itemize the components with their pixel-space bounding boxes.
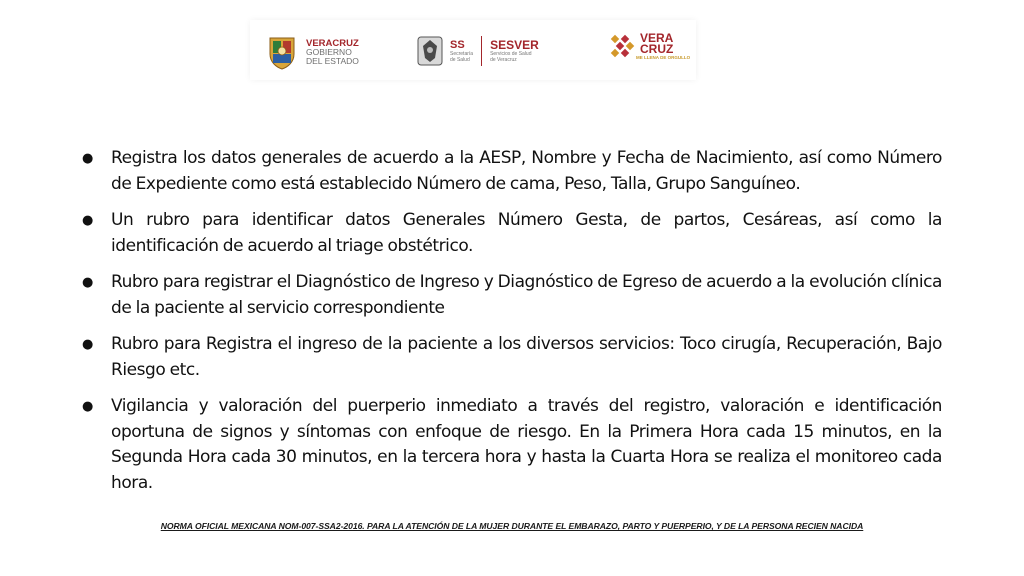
veracruz-logo-line3: DEL ESTADO	[306, 55, 359, 66]
sesver-title: SESVER	[490, 38, 539, 52]
bullet-icon: ●	[82, 213, 93, 228]
footer-norm-reference: NORMA OFICIAL MEXICANA NOM-007-SSA2-2016. PARA LA ATENCIÓN DE LA MUJER DURANTE EL EMBARAZO, PARTO Y PUERPERIO, Y DE LA PERSONA RECIEN NACIDA	[160, 521, 864, 531]
list-item	[80, 146, 942, 197]
veracruz-government-logo	[264, 34, 359, 70]
bullet-icon: ●	[82, 399, 93, 414]
sesver-line2: de Veracruz	[490, 57, 517, 63]
health-seal-icon	[415, 34, 445, 68]
bullet-icon: ●	[82, 151, 93, 166]
logo-divider	[481, 36, 482, 66]
brand-line1: VERA	[640, 31, 674, 45]
veracruz-brand-logo	[610, 32, 690, 62]
list-item-text: Rubro para Registra el ingreso de la paciente a los diversos servicios: Toco cirugía, Recuperación, Bajo Riesgo etc.	[111, 334, 942, 380]
bullet-icon: ●	[82, 275, 93, 290]
list-item	[80, 208, 942, 259]
list-item	[80, 332, 942, 383]
veracruz-logo-line2: GOBIERNO	[306, 46, 352, 57]
ss-abbreviation: SS	[450, 38, 465, 51]
list-item	[80, 270, 942, 321]
list-item	[80, 394, 942, 496]
list-item-text: Registra los datos generales de acuerdo a la AESP, Nombre y Fecha de Nacimiento, así como Número de Expediente como está establecido Número de cama, Peso, Talla, Grupo Sanguíneo.	[111, 148, 942, 194]
bullet-icon: ●	[82, 337, 93, 352]
ss-sesver-logo	[415, 34, 539, 68]
brand-tagline: ME LLENA DE ORGULLO	[636, 55, 691, 60]
list-item-text: Vigilancia y valoración del puerperio inmediato a través del registro, valoración e identificación oportuna de signos y síntomas con enfoque de riesgo. En la Primera Hora cada 15 minutos, en la Segunda Hora cada 30 minutos, en la tercera hora y hasta la Cuarta Hora se realiza el monitoreo cada hora.	[111, 396, 942, 493]
list-item-text: Rubro para registrar el Diagnóstico de Ingreso y Diagnóstico de Egreso de acuerdo a la evolución clínica de la paciente al servicio correspondiente	[111, 272, 942, 318]
header-logo-band	[250, 20, 696, 80]
ss-line2: de Salud	[450, 56, 470, 63]
ss-line1: Secretaría	[450, 50, 474, 57]
brand-line2: CRUZ	[640, 42, 674, 56]
coat-of-arms-icon	[264, 34, 300, 70]
sesver-line1: Servicios de Salud	[490, 51, 532, 57]
veracruz-logo-line1: VERACRUZ	[306, 37, 359, 49]
veracruz-emblem-icon	[610, 32, 636, 62]
bullet-list	[80, 146, 942, 507]
list-item-text: Un rubro para identificar datos Generales Número Gesta, de partos, Cesáreas, así como la identificación de acuerdo al triage obstétrico.	[111, 210, 942, 256]
